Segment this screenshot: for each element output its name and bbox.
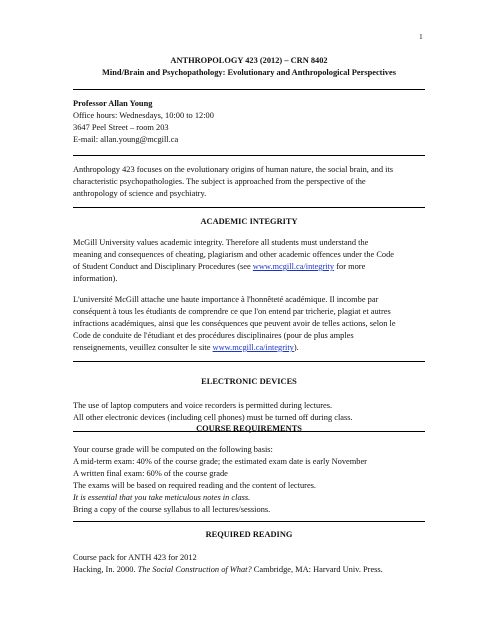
divider bbox=[73, 155, 425, 156]
course-subtitle: Mind/Brain and Psychopathology: Evolutionary and Anthropological Perspectives bbox=[102, 68, 396, 77]
integrity-fr-text: ). bbox=[293, 343, 299, 352]
integrity-en-line: information). bbox=[73, 274, 118, 283]
intro-line: characteristic psychopathologies. The subject is approached from the perspective of the bbox=[73, 177, 366, 186]
devices-line: All other electronic devices (including cell phones) must be turned off during class. bbox=[73, 413, 353, 422]
requirements-line: Your course grade will be computed on the following basis: bbox=[73, 445, 273, 454]
requirements-line: A mid-term exam: 40% of the course grade; the estimated exam date is early November bbox=[73, 457, 367, 466]
page-number: 1 bbox=[419, 32, 423, 41]
requirements-line: The exams will be based on required reading and the content of lectures. bbox=[73, 481, 317, 490]
requirements-line-italic: It is essential that you take meticulous notes in class. bbox=[73, 493, 251, 502]
reading-line: Course pack for ANTH 423 for 2012 bbox=[73, 553, 197, 562]
integrity-link-fr[interactable]: www.mcgill.ca/integrity bbox=[212, 343, 294, 352]
office-hours: Office hours: Wednesdays, 10:00 to 12:00 bbox=[73, 111, 214, 120]
integrity-en-line bbox=[73, 261, 365, 273]
reading-line bbox=[73, 564, 383, 576]
integrity-fr-line: Code de conduite de l'étudiant et des procédures disciplinaires (pour de plus amples bbox=[73, 331, 354, 340]
divider bbox=[73, 521, 425, 522]
integrity-en-line: McGill University values academic integrity. Therefore all students must understand the bbox=[73, 238, 369, 247]
integrity-fr-line: conséquent à tous les étudiants de comprendre ce que l'on entend par tricherie, plagiat et autres bbox=[73, 307, 391, 316]
divider bbox=[73, 207, 425, 208]
course-title: ANTHROPOLOGY 423 (2012) – CRN 8402 bbox=[170, 56, 328, 65]
divider bbox=[73, 89, 425, 90]
integrity-link[interactable]: www.mcgill.ca/integrity bbox=[252, 262, 335, 271]
section-heading-electronic-devices: ELECTRONIC DEVICES bbox=[201, 377, 297, 386]
intro-line: Anthropology 423 focuses on the evolutionary origins of human nature, the social brain, and its bbox=[73, 165, 394, 174]
divider bbox=[73, 361, 425, 362]
intro-line: anthropology of science and psychiatry. bbox=[73, 189, 207, 198]
office-address: 3647 Peel Street – room 203 bbox=[73, 123, 169, 132]
reading-citation-author: Hacking, In. 2000. bbox=[73, 565, 138, 574]
section-heading-course-requirements: COURSE REQUIREMENTS bbox=[196, 424, 302, 433]
professor-email: E-mail: allan.young@mcgill.ca bbox=[73, 135, 179, 144]
section-heading-required-reading: REQUIRED READING bbox=[205, 530, 293, 539]
reading-citation-publisher: Cambridge, MA: Harvard Univ. Press. bbox=[251, 565, 383, 574]
reading-citation-title: The Social Construction of What? bbox=[137, 565, 252, 574]
requirements-line: A written final exam: 60% of the course grade bbox=[73, 469, 228, 478]
integrity-en-text: for more bbox=[334, 262, 366, 271]
integrity-fr-line: infractions académiques, ainsi que les conséquences que peuvent avoir de telles actions, selon le bbox=[73, 319, 396, 328]
integrity-fr-line: L'université McGill attache une haute importance à l'honnêteté académique. Il incombe par bbox=[73, 295, 379, 304]
requirements-line: Bring a copy of the course syllabus to all lectures/sessions. bbox=[73, 505, 271, 514]
integrity-en-line: meaning and consequences of cheating, plagiarism and other academic offences under the Code bbox=[73, 250, 394, 259]
section-heading-academic-integrity: ACADEMIC INTEGRITY bbox=[200, 217, 298, 226]
integrity-fr-line bbox=[73, 342, 299, 354]
devices-line: The use of laptop computers and voice recorders is permitted during lectures. bbox=[73, 401, 333, 410]
integrity-fr-text: renseignements, veuillez consulter le site bbox=[73, 343, 213, 352]
integrity-en-text: of Student Conduct and Disciplinary Procedures (see bbox=[73, 262, 253, 271]
professor-name: Professor Allan Young bbox=[73, 99, 153, 108]
